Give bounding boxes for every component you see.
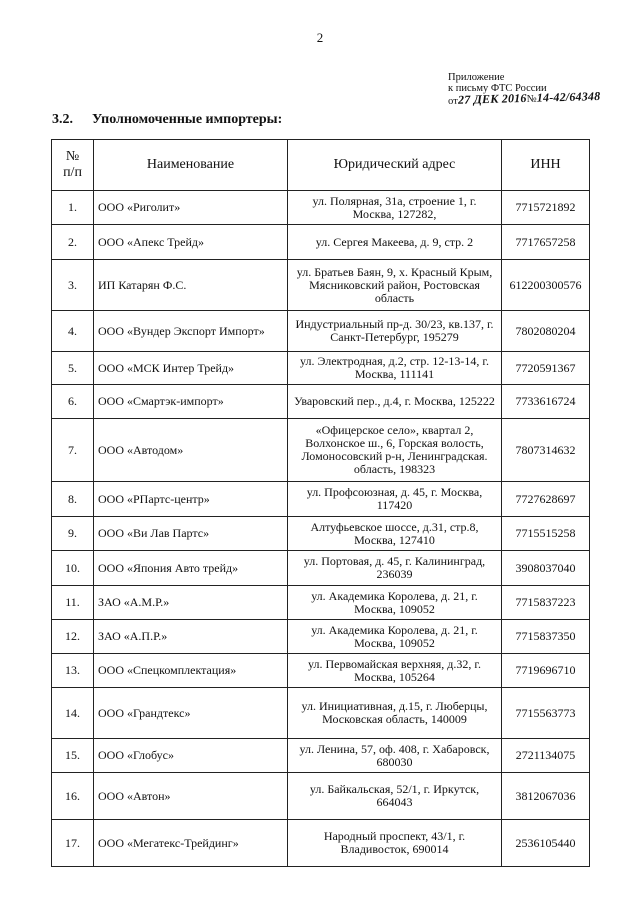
row-inn: 2536105440	[502, 820, 590, 867]
row-num: 3.	[52, 260, 94, 311]
table-row	[52, 419, 590, 482]
row-num: 15.	[52, 739, 94, 773]
row-num: 14.	[52, 688, 94, 739]
row-address: ул. Байкальская, 52/1, г. Иркутск, 664043	[288, 773, 502, 820]
row-inn: 7715837223	[502, 586, 590, 620]
annex-number-handwritten: 14-42/64348	[536, 89, 601, 105]
row-num: 12.	[52, 620, 94, 654]
row-inn: 2721134075	[502, 739, 590, 773]
row-name: ООО «Автон»	[94, 773, 288, 820]
header-address: Юридический адрес	[288, 140, 502, 191]
row-num: 11.	[52, 586, 94, 620]
row-inn: 7727628697	[502, 482, 590, 517]
table-row	[52, 586, 590, 620]
row-num: 1.	[52, 191, 94, 225]
row-inn: 7717657258	[502, 225, 590, 260]
annex-block	[448, 72, 600, 107]
table-row	[52, 385, 590, 419]
row-inn: 3812067036	[502, 773, 590, 820]
row-name: ООО «Автодом»	[94, 419, 288, 482]
table-row	[52, 517, 590, 551]
row-address: Уваровский пер., д.4, г. Москва, 125222	[288, 385, 502, 419]
row-name: ООО «Смартэк-импорт»	[94, 385, 288, 419]
table-row	[52, 260, 590, 311]
section-number: 3.2.	[52, 112, 73, 127]
row-name: ООО «МСК Интер Трейд»	[94, 352, 288, 385]
row-name: ООО «Япония Авто трейд»	[94, 551, 288, 586]
row-num: 7.	[52, 419, 94, 482]
table-row	[52, 820, 590, 867]
annex-date-prefix: от	[447, 95, 459, 107]
row-address: ул. Братьев Баян, 9, х. Красный Крым, Мясниковский район, Ростовская область	[288, 260, 502, 311]
page-number: 2	[316, 30, 324, 45]
row-address: ул. Электродная, д.2, стр. 12-13-14, г. Москва, 111141	[288, 352, 502, 385]
row-address: ул. Инициативная, д.15, г. Люберцы, Московская область, 140009	[288, 688, 502, 739]
row-address: ул. Первомайская верхняя, д.32, г. Москва, 105264	[288, 654, 502, 688]
table-row	[52, 482, 590, 517]
annex-date-handwritten: 27 ДЕК 2016	[457, 90, 527, 107]
row-inn: 7715837350	[502, 620, 590, 654]
row-num: 13.	[52, 654, 94, 688]
table-header-row	[52, 140, 590, 191]
row-inn: 7802080204	[502, 311, 590, 352]
row-name: ООО «Апекс Трейд»	[94, 225, 288, 260]
annex-date-number	[448, 91, 601, 107]
row-address: «Офицерское село», квартал 2, Волхонское ш., 6, Горская волость, Ломоносовский р-н, Ленинградская. область, 198323	[288, 419, 502, 482]
row-name: ООО «Риголит»	[94, 191, 288, 225]
row-num: 17.	[52, 820, 94, 867]
row-num: 9.	[52, 517, 94, 551]
row-inn: 3908037040	[502, 551, 590, 586]
table-row	[52, 352, 590, 385]
row-address: ул. Сергея Макеева, д. 9, стр. 2	[288, 225, 502, 260]
table-row	[52, 191, 590, 225]
table-row	[52, 739, 590, 773]
annex-title: Приложение	[448, 72, 505, 83]
table-row	[52, 551, 590, 586]
row-inn: 7715515258	[502, 517, 590, 551]
row-address: Алтуфьевское шоссе, д.31, стр.8, Москва, 127410	[288, 517, 502, 551]
table-row	[52, 311, 590, 352]
row-inn: 7720591367	[502, 352, 590, 385]
row-inn: 612200300576	[502, 260, 590, 311]
row-num: 4.	[52, 311, 94, 352]
row-name: ООО «Ви Лав Партс»	[94, 517, 288, 551]
annex-letter-ref: к письму ФТС России	[448, 83, 547, 94]
row-inn: 7719696710	[502, 654, 590, 688]
row-address: Народный проспект, 43/1, г. Владивосток, 690014	[288, 820, 502, 867]
row-inn: 7715721892	[502, 191, 590, 225]
row-address: ул. Портовая, д. 45, г. Калининград, 236039	[288, 551, 502, 586]
row-address: ул. Академика Королева, д. 21, г. Москва, 109052	[288, 586, 502, 620]
row-name: ИП Катарян Ф.С.	[94, 260, 288, 311]
header-inn: ИНН	[502, 140, 590, 191]
row-name: ООО «Глобус»	[94, 739, 288, 773]
row-num: 16.	[52, 773, 94, 820]
header-name: Наименование	[94, 140, 288, 191]
row-name: ООО «Мегатекс-Трейдинг»	[94, 820, 288, 867]
row-num: 5.	[52, 352, 94, 385]
row-num: 8.	[52, 482, 94, 517]
row-name: ООО «Спецкомплектация»	[94, 654, 288, 688]
row-name: ООО «РПартс-центр»	[94, 482, 288, 517]
header-num	[52, 140, 94, 191]
table-row	[52, 688, 590, 739]
annex-number-prefix: №	[526, 93, 538, 105]
row-inn: 7733616724	[502, 385, 590, 419]
row-address: ул. Полярная, 31а, строение 1, г. Москва, 127282,	[288, 191, 502, 225]
section-title-text: Уполномоченные импортеры:	[92, 112, 283, 127]
row-num: 2.	[52, 225, 94, 260]
table-row	[52, 654, 590, 688]
row-address: ул. Профсоюзная, д. 45, г. Москва, 117420	[288, 482, 502, 517]
row-name: ООО «Грандтекс»	[94, 688, 288, 739]
table-row	[52, 225, 590, 260]
section-title	[52, 112, 282, 128]
row-address: ул. Академика Королева, д. 21, г. Москва, 109052	[288, 620, 502, 654]
header-num-label: № п/п	[63, 149, 82, 180]
row-name: ЗАО «А.М.Р.»	[94, 586, 288, 620]
row-name: ООО «Вундер Экспорт Импорт»	[94, 311, 288, 352]
row-address: ул. Ленина, 57, оф. 408, г. Хабаровск, 680030	[288, 739, 502, 773]
table-row	[52, 773, 590, 820]
importers-table	[51, 139, 590, 867]
row-inn: 7807314632	[502, 419, 590, 482]
row-inn: 7715563773	[502, 688, 590, 739]
table-row	[52, 620, 590, 654]
row-address: Индустриальный пр-д. 30/23, кв.137, г. Санкт-Петербург, 195279	[288, 311, 502, 352]
row-num: 6.	[52, 385, 94, 419]
row-name: ЗАО «А.П.Р.»	[94, 620, 288, 654]
row-num: 10.	[52, 551, 94, 586]
